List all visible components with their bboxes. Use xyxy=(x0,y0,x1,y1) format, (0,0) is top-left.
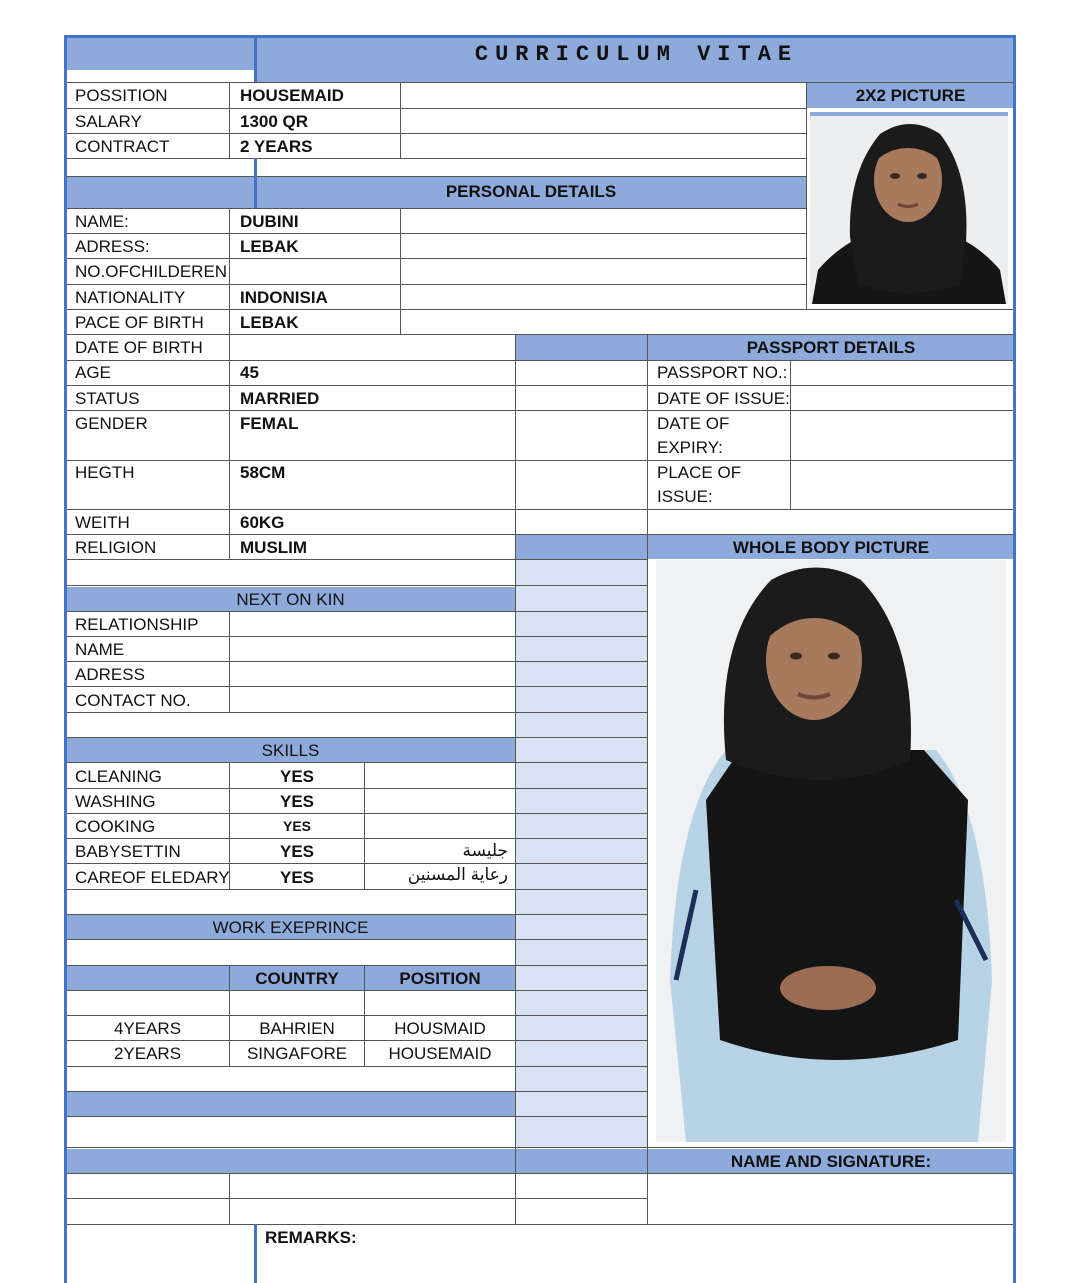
salary-label: SALARY xyxy=(75,112,142,131)
nationality-value: INDONISIA xyxy=(240,288,328,307)
religion-label: RELIGION xyxy=(75,538,157,557)
passport-no-label: PASSPORT NO.: xyxy=(657,363,788,382)
work-row-1-position: HOUSMAID xyxy=(394,1019,486,1038)
portrait-photo xyxy=(810,112,1008,304)
position-label: POSSITION xyxy=(75,86,168,105)
whole-body-illustration xyxy=(656,560,1006,1142)
nationality-label: NATIONALITY xyxy=(75,288,186,307)
gender-value: FEMAL xyxy=(240,414,299,433)
passport-expiry-label-2: EXPIRY: xyxy=(657,438,723,457)
work-row-1-years: 4YEARS xyxy=(113,1019,182,1038)
birthplace-value: LEBAK xyxy=(240,313,299,332)
kin-name-label: NAME xyxy=(75,640,125,659)
blank-band xyxy=(66,1092,515,1116)
passport-place-label-1: PLACE OF xyxy=(657,463,742,482)
picture-label: 2X2 PICTURE xyxy=(855,86,966,105)
whole-body-photo xyxy=(656,560,1006,1142)
whole-body-label: WHOLE BODY PICTURE xyxy=(732,538,930,557)
work-row-2-position: HOUSEMAID xyxy=(388,1044,492,1063)
salary-value: 1300 QR xyxy=(240,112,309,131)
skill-washing-value: YES xyxy=(279,792,315,811)
portrait-illustration xyxy=(810,112,1008,304)
contract-value: 2 YEARS xyxy=(240,137,313,156)
skill-cleaning-label: CLEANING xyxy=(75,767,162,786)
work-row-1-country: BAHRIEN xyxy=(259,1019,335,1038)
age-label: AGE xyxy=(75,363,111,382)
status-label: STATUS xyxy=(75,389,140,408)
skill-babysitting-label: BABYSETTIN xyxy=(75,842,181,861)
work-country-header: COUNTRY xyxy=(255,969,339,988)
signature-label: NAME AND SIGNATURE: xyxy=(730,1152,932,1171)
weight-label: WEITH xyxy=(75,513,130,532)
age-value: 45 xyxy=(240,363,259,382)
passport-place-label-2: ISSUE: xyxy=(657,487,713,506)
gender-label: GENDER xyxy=(75,414,148,433)
position-value: HOUSEMAID xyxy=(240,86,344,105)
work-row-2-years: 2YEARS xyxy=(113,1044,182,1063)
children-label: NO.OFCHILDEREN xyxy=(75,262,228,281)
skill-cooking-label: COOKING xyxy=(75,817,156,836)
work-row-2-country: SINGAFORE xyxy=(246,1044,348,1063)
address-value: LEBAK xyxy=(240,237,299,256)
passport-heading: PASSPORT DETAILS xyxy=(746,338,916,357)
skill-babysitting-value: YES xyxy=(279,842,315,861)
name-label: NAME: xyxy=(75,212,129,231)
skill-cleaning-value: YES xyxy=(279,767,315,786)
work-position-header: POSITION xyxy=(399,969,481,988)
name-value: DUBINI xyxy=(240,212,299,231)
kin-contact-label: CONTACT NO. xyxy=(75,691,191,710)
skill-babysitting-note: جليسة xyxy=(462,841,508,860)
kin-address-label: ADRESS xyxy=(75,665,145,684)
contract-label: CONTRACT xyxy=(75,137,170,156)
birthdate-label: DATE OF BIRTH xyxy=(75,338,203,357)
skill-cooking-value: YES xyxy=(282,818,311,834)
passport-issue-label: DATE OF ISSUE: xyxy=(657,389,790,408)
page-title: CURRICULUM VITAE xyxy=(474,42,799,67)
passport-expiry-label-1: DATE OF xyxy=(657,414,730,433)
skill-elderly-note: رعاية المسنين xyxy=(407,865,508,884)
skill-washing-label: WASHING xyxy=(75,792,156,811)
skills-heading: SKILLS xyxy=(261,741,320,760)
side-column-band xyxy=(516,560,647,1148)
height-value: 58CM xyxy=(240,463,286,482)
kin-relationship-label: RELATIONSHIP xyxy=(75,615,199,634)
work-heading: WORK EXEPRINCE xyxy=(212,918,369,937)
personal-heading: PERSONAL DETAILS xyxy=(445,182,617,201)
address-label: ADRESS: xyxy=(75,237,150,256)
remarks-label: REMARKS: xyxy=(265,1228,357,1247)
height-label: HEGTH xyxy=(75,463,135,482)
status-value: MARRIED xyxy=(240,389,320,408)
religion-value: MUSLIM xyxy=(240,538,308,557)
skill-elderly-value: YES xyxy=(279,868,315,887)
weight-value: 60KG xyxy=(240,513,285,532)
birthplace-label: PACE OF BIRTH xyxy=(75,313,204,332)
skill-elderly-label: CAREOF ELEDARY xyxy=(75,868,230,887)
kin-heading: NEXT ON KIN xyxy=(236,590,345,609)
title-subband xyxy=(256,70,1014,82)
